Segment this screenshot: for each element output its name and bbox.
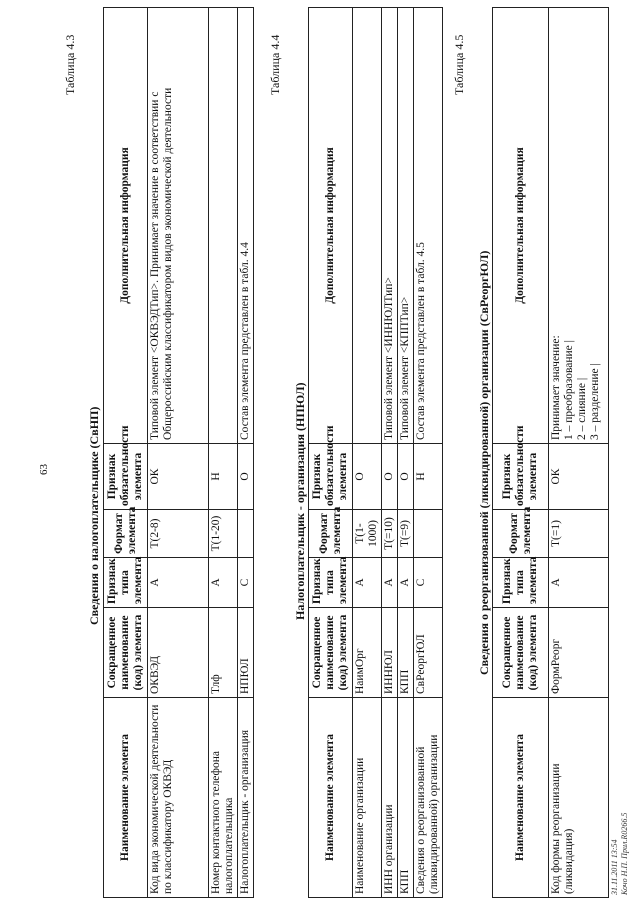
cell-format: T(2-8) (148, 510, 209, 558)
cell-info: Типовой элемент <ОКВЭДТип>. Принимает значение в соответствии с Общероссийским классификатором видов экономической деятельности (148, 8, 209, 444)
cell-name: КПП (398, 698, 414, 898)
header-format: Формат элемента (309, 510, 353, 558)
table-4-5 (492, 7, 609, 898)
cell-format: T(1-20) (209, 510, 238, 558)
cell-format (414, 510, 443, 558)
cell-type: С (414, 558, 443, 608)
cell-format: T(1-1000) (353, 510, 382, 558)
table-4-4-label: Таблица 4.4 (268, 34, 282, 95)
cell-name: Номер контактного телефона налогоплательщика (209, 698, 238, 898)
cell-short: СвРеоргЮЛ (414, 608, 443, 698)
header-info: Дополнительная информация (309, 8, 353, 444)
page-number: 63 (38, 464, 50, 475)
cell-short: НПЮЛ (238, 608, 254, 698)
header-short: Сокращенное наименование (код) элемента (309, 608, 353, 698)
table-4-3 (103, 7, 254, 898)
cell-name: Код вида экономической деятельности по классификатору ОКВЭД (148, 698, 209, 898)
footer-line: 31.11.2011 13:54 (610, 839, 619, 895)
cell-req: О (238, 444, 254, 510)
cell-type: А (148, 558, 209, 608)
footer-line: Кочо Н.П. Прил.R0266.5 (620, 812, 629, 895)
cell-format: T(=10) (382, 510, 398, 558)
cell-type: С (238, 558, 254, 608)
cell-short: НаимОрг (353, 608, 382, 698)
info-line: 3 – разделение | (589, 363, 601, 440)
cell-req: ОК (148, 444, 209, 510)
cell-short: Тлф (209, 608, 238, 698)
header-info: Дополнительная информация (104, 8, 148, 444)
header-type: Признак типа элемента (104, 558, 148, 608)
cell-format (238, 510, 254, 558)
cell-type: А (209, 558, 238, 608)
cell-type: А (398, 558, 414, 608)
header-format: Формат элемента (493, 510, 549, 558)
cell-info: Состав элемента представлен в табл. 4.4 (238, 8, 254, 444)
header-req: Признак обязательности элемента (309, 444, 353, 510)
cell-info: Типовой элемент <КППТип> (398, 8, 414, 444)
header-name: Наименование элемента (309, 698, 353, 898)
cell-short: КПП (398, 608, 414, 698)
cell-type: А (382, 558, 398, 608)
info-line: 2 – слияние | (576, 377, 588, 440)
cell-req: О (398, 444, 414, 510)
cell-req: О (353, 444, 382, 510)
cell-format: T(=1) (549, 510, 609, 558)
header-short: Сокращенное наименование (код) элемента (493, 608, 549, 698)
cell-req: Н (414, 444, 443, 510)
cell-short: ОКВЭД (148, 608, 209, 698)
header-format: Формат элемента (104, 510, 148, 558)
cell-name: Сведения о реорганизованной (ликвидированной) организации (414, 698, 443, 898)
table-row (549, 8, 609, 898)
header-type: Признак типа элемента (309, 558, 353, 608)
info-head: Принимает значение: (550, 335, 562, 440)
cell-name: ИНН организации (382, 698, 398, 898)
table-row (238, 8, 254, 898)
header-info: Дополнительная информация (493, 8, 549, 444)
header-name: Наименование элемента (493, 698, 549, 898)
table-row (148, 8, 209, 898)
cell-short: ФормРеорг (549, 608, 609, 698)
cell-name: Налогоплательщик - организация (238, 698, 254, 898)
cell-info (209, 8, 238, 444)
cell-info (353, 8, 382, 444)
header-short: Сокращенное наименование (код) элемента (104, 608, 148, 698)
cell-info: Состав элемента представлен в табл. 4.5 (414, 8, 443, 444)
cell-name: Наименование организации (353, 698, 382, 898)
cell-format: T(=9) (398, 510, 414, 558)
cell-req: О (382, 444, 398, 510)
header-req: Признак обязательности элемента (493, 444, 549, 510)
table-4-4 (308, 7, 443, 898)
info-line: 1 – преобразование | (563, 340, 575, 440)
cell-short: ИННЮЛ (382, 608, 398, 698)
header-type: Признак типа элемента (493, 558, 549, 608)
table-row (382, 8, 398, 898)
header-name: Наименование элемента (104, 698, 148, 898)
table-4-3-caption: Сведения о налогоплательщике (СвНП) (87, 406, 101, 625)
cell-type: А (353, 558, 382, 608)
header-req: Признак обязательности элемента (104, 444, 148, 510)
cell-req: Н (209, 444, 238, 510)
table-row (398, 8, 414, 898)
cell-req: ОК (549, 444, 609, 510)
table-row (353, 8, 382, 898)
table-4-3-label: Таблица 4.3 (63, 34, 77, 95)
table-4-4-caption: Налогоплательщик - организация (НПЮЛ) (293, 382, 307, 620)
cell-name: Код формы реорганизации (ликвидация) (549, 698, 609, 898)
footer-stamp (610, 813, 630, 895)
cell-type: А (549, 558, 609, 608)
cell-info: Типовой элемент <ИННЮЛТип> (382, 8, 398, 444)
table-row (209, 8, 238, 898)
table-4-5-label: Таблица 4.5 (452, 34, 466, 95)
cell-info (549, 8, 609, 444)
table-row (414, 8, 443, 898)
table-4-5-caption: Сведения о реорганизованной (ликвидированной) организации (СвРеоргЮЛ) (477, 250, 491, 675)
